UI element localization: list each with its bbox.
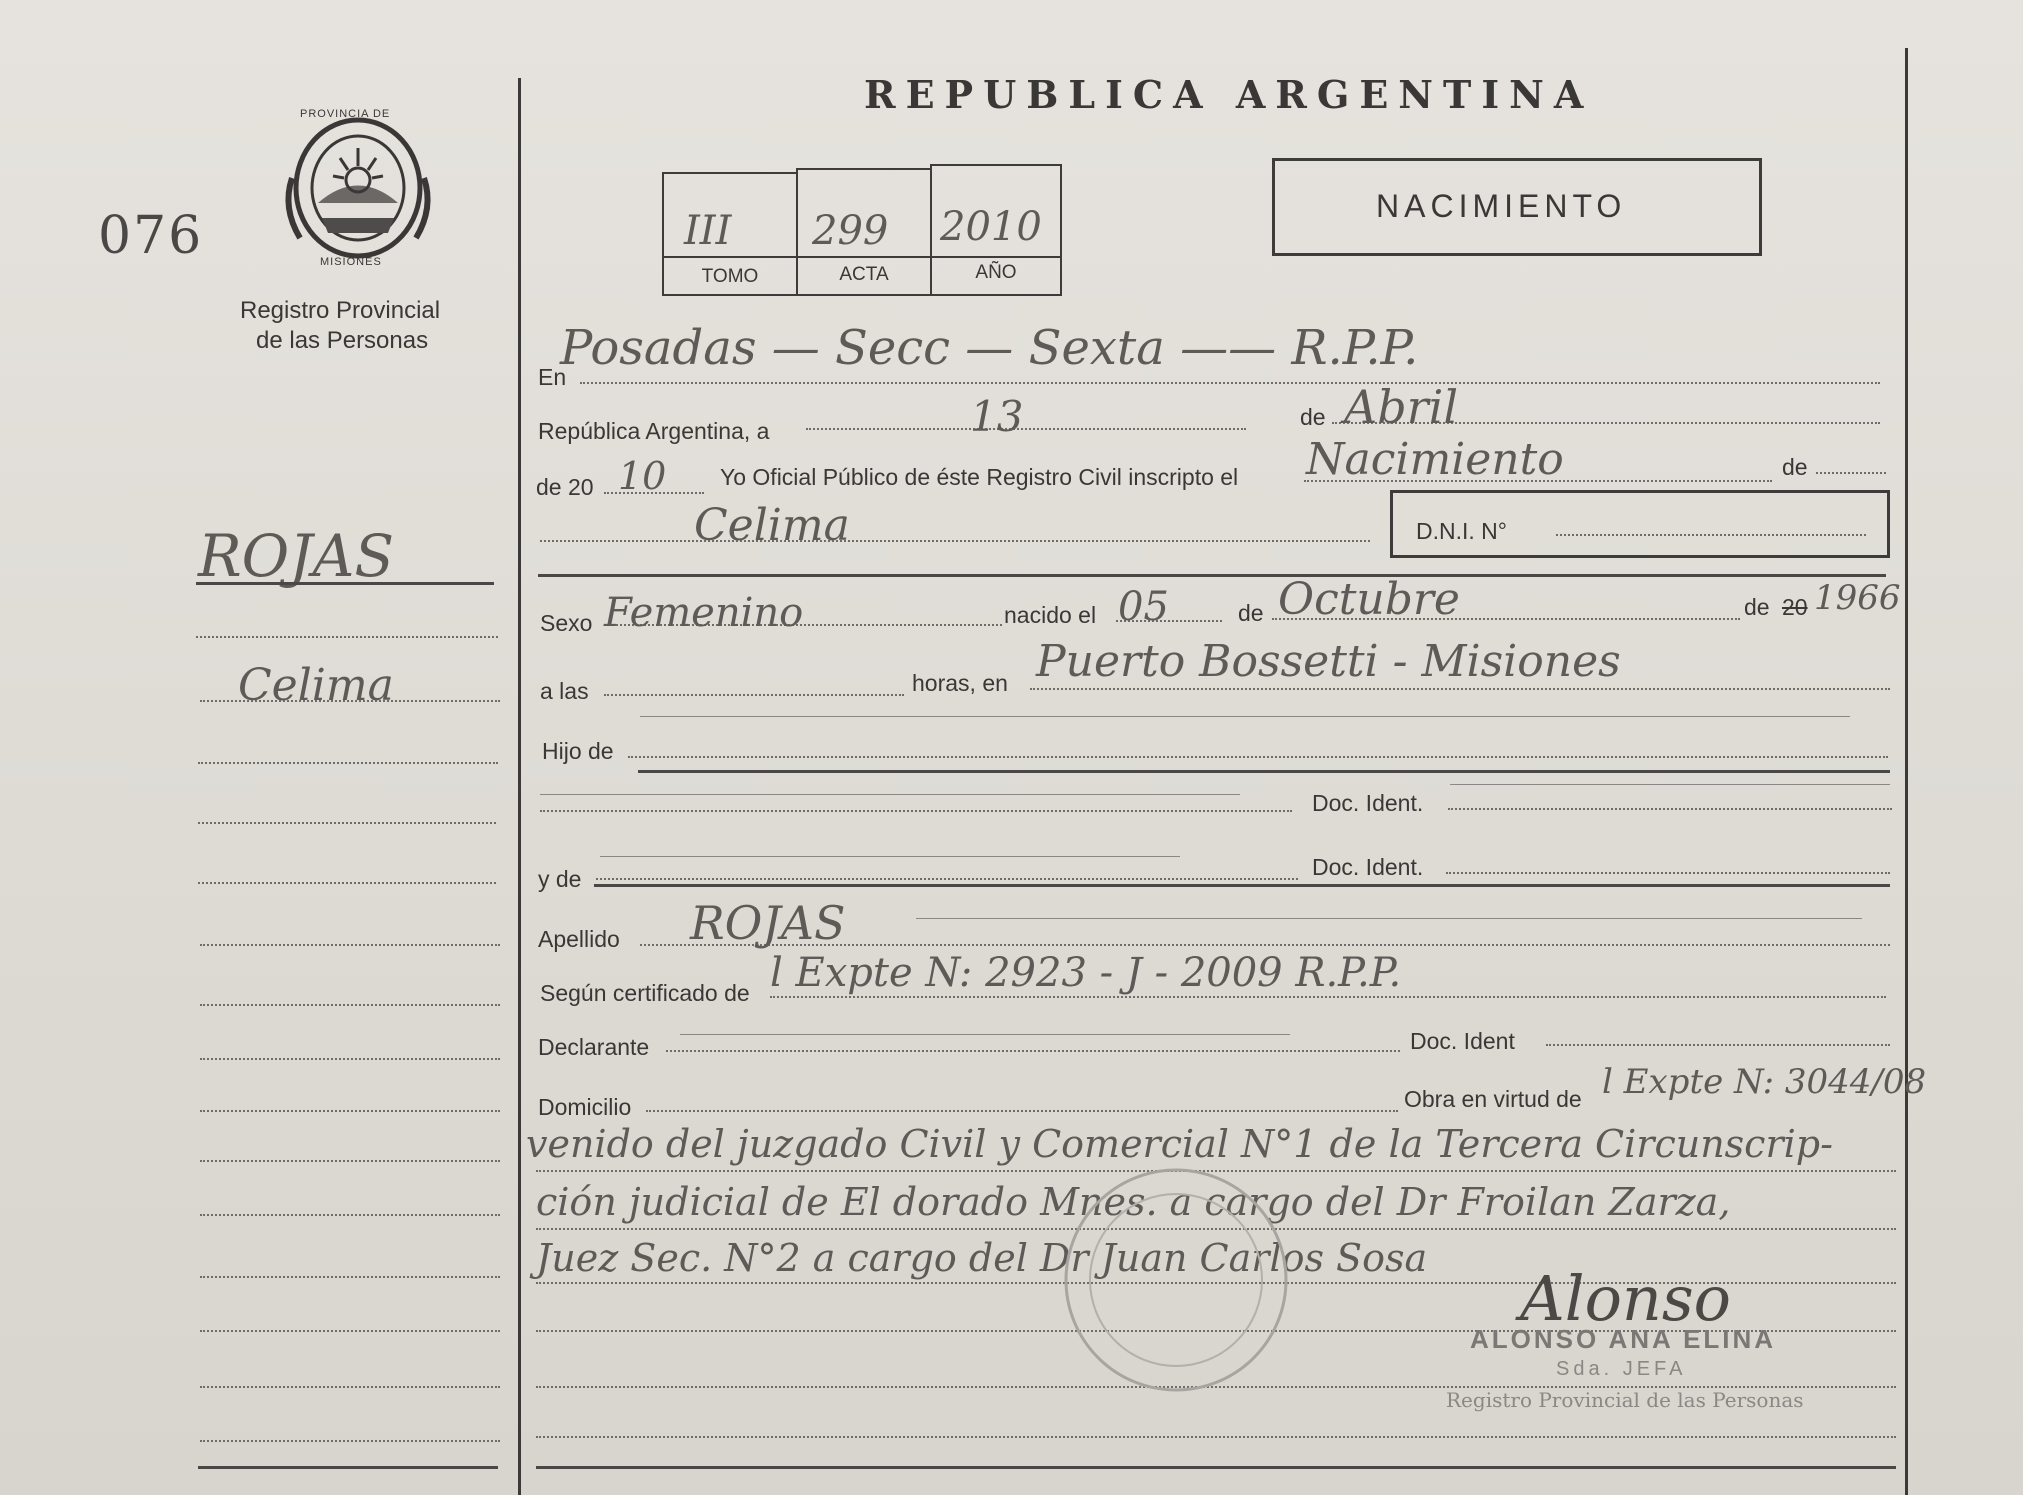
sexo-value: Femenino (604, 590, 804, 636)
de-line2 (1816, 472, 1886, 474)
oficial-label: Yo Oficial Público de éste Registro Civil inscripto el (720, 464, 1239, 490)
declarante-rule (680, 1034, 1290, 1035)
en-value: Posadas — Secc — Sexta —— R.P.P. (560, 320, 1419, 376)
dni-label: D.N.I. N° (1416, 518, 1507, 544)
seal-text-top: PROVINCIA DE (300, 108, 391, 120)
margin-line (200, 700, 500, 702)
day-line (806, 428, 1246, 430)
margin-line (200, 1276, 500, 1278)
obra-value: l Expte N: 3044/08 (1602, 1062, 1927, 1102)
year-suffix-value: 10 (618, 454, 667, 498)
nacido-year-value: 1966 (1814, 578, 1901, 618)
en-label: En (538, 364, 567, 390)
obra-label: Obra en virtud de (1404, 1086, 1582, 1112)
margin-line (200, 1330, 500, 1332)
de20b-label: de (1744, 594, 1770, 620)
day-value: 13 (970, 392, 1024, 441)
doc-ident-label: Doc. Ident. (1312, 790, 1424, 816)
de-label3: de (1238, 600, 1264, 626)
year-line (604, 492, 704, 494)
alas-line (604, 694, 904, 696)
apellido-label: Apellido (538, 926, 620, 952)
nacido-label: nacido el (1004, 602, 1097, 628)
horas-label: horas, en (912, 670, 1008, 696)
signature: Alonso (1520, 1262, 1732, 1335)
doc-ident-label3: Doc. Ident (1410, 1028, 1515, 1054)
ano-label: AÑO (975, 262, 1017, 283)
month-value: Abril (1344, 380, 1459, 434)
stamp-line1: ALONSO ANA ELINA (1470, 1324, 1777, 1354)
margin-line (200, 1440, 500, 1442)
lugar-rule2 (640, 716, 1850, 717)
apellido-rule (916, 918, 1862, 919)
doc-rule-a (540, 794, 1240, 795)
note-line1: venido del juzgado Civil y Comercial N°1 de la Tercera Circunscrip- (526, 1122, 1833, 1166)
yde-label: y de (538, 866, 582, 892)
doc-line-b (1448, 808, 1892, 810)
hijo-rule (638, 770, 1890, 773)
margin-line (198, 762, 498, 764)
margin-line (196, 636, 498, 638)
de-label: de (1300, 404, 1326, 430)
nacido-month-value: Octubre (1278, 574, 1460, 625)
tomo-value: III (684, 208, 732, 254)
margin-line (200, 1058, 500, 1060)
name-line (540, 540, 1370, 542)
right-border (1905, 48, 1908, 1495)
acta-label: ACTA (839, 264, 889, 285)
domicilio-label: Domicilio (538, 1094, 632, 1120)
stamp-line3: Registro Provincial de las Personas (1446, 1388, 1804, 1412)
left-border (518, 78, 521, 1495)
margin-rule (196, 582, 494, 585)
declarante-line (666, 1050, 1400, 1052)
page-number: 076 (98, 206, 204, 266)
hijo-label: Hijo de (542, 738, 614, 764)
domicilio-line (646, 1110, 1398, 1112)
ano-value: 2010 (940, 204, 1042, 250)
margin-line (198, 822, 496, 824)
margin-surname: ROJAS (198, 522, 395, 590)
margin-line (200, 1110, 500, 1112)
note-line2: ción judicial de El dorado Mnes. a cargo del Dr Froilan Zarza, (536, 1180, 1731, 1224)
margin-line (200, 1160, 500, 1162)
apellido-value: ROJAS (690, 896, 846, 950)
doc-ident-label2: Doc. Ident. (1312, 854, 1424, 880)
registry-line2: de las Personas (256, 327, 429, 354)
name-value: Celima (694, 500, 850, 551)
yde-thick (594, 884, 1890, 887)
segun-value: l Expte N: 2923 - J - 2009 R.P.P. (770, 950, 1402, 996)
doc-line-a (540, 810, 1292, 812)
yde-rule (600, 856, 1180, 857)
provincial-seal-icon (278, 108, 438, 268)
stamp-line2: Sda. JEFA (1556, 1358, 1687, 1380)
yde-line (596, 878, 1298, 880)
dni-line (1556, 534, 1866, 536)
en-line (580, 382, 1880, 384)
margin-line (200, 1004, 500, 1006)
de20-label: de 20 (536, 474, 594, 500)
nacido-day-value: 05 (1118, 584, 1169, 630)
record-divider (662, 256, 1062, 258)
margin-line (200, 1214, 500, 1216)
registry-line1: Registro Provincial (240, 297, 441, 324)
margin-line (200, 944, 500, 946)
country-title: REPUBLICA ARGENTINA (864, 72, 1594, 117)
record-table (662, 164, 1062, 304)
hijo-rule2 (1450, 784, 1890, 785)
margin-given-name: Celima (238, 660, 394, 711)
note-line3: Juez Sec. N°2 a cargo del Dr Juan Carlos Sosa (536, 1236, 1428, 1280)
republica-label: República Argentina, a (538, 418, 770, 444)
bottom-rule (536, 1466, 1896, 1469)
segun-line (770, 996, 1886, 998)
official-stamp-icon (1056, 1160, 1296, 1400)
sexo-label: Sexo (540, 610, 593, 636)
declarante-label: Declarante (538, 1034, 650, 1060)
hijo-line (628, 756, 1888, 758)
de-label2: de (1782, 454, 1808, 480)
margin-bottom-rule (198, 1466, 498, 1469)
nacido-year-printed: 20 (1782, 594, 1808, 620)
alas-label: a las (540, 678, 589, 704)
lugar-line (1030, 688, 1890, 690)
tomo-label: TOMO (701, 266, 759, 287)
acta-value: 299 (812, 208, 889, 254)
seal-text-bottom: MISIONES (320, 256, 382, 268)
doc-line-d (1546, 1044, 1890, 1046)
doc-line-c (1446, 872, 1890, 874)
act-type: NACIMIENTO (1376, 188, 1627, 224)
segun-label: Según certificado de (540, 980, 750, 1006)
inscripto-value: Nacimiento (1306, 434, 1564, 485)
margin-line (198, 882, 496, 884)
name-rule (538, 574, 1886, 577)
lugar-value: Puerto Bossetti - Misiones (1036, 636, 1621, 687)
margin-line (200, 1386, 500, 1388)
blank-line3 (536, 1436, 1896, 1438)
